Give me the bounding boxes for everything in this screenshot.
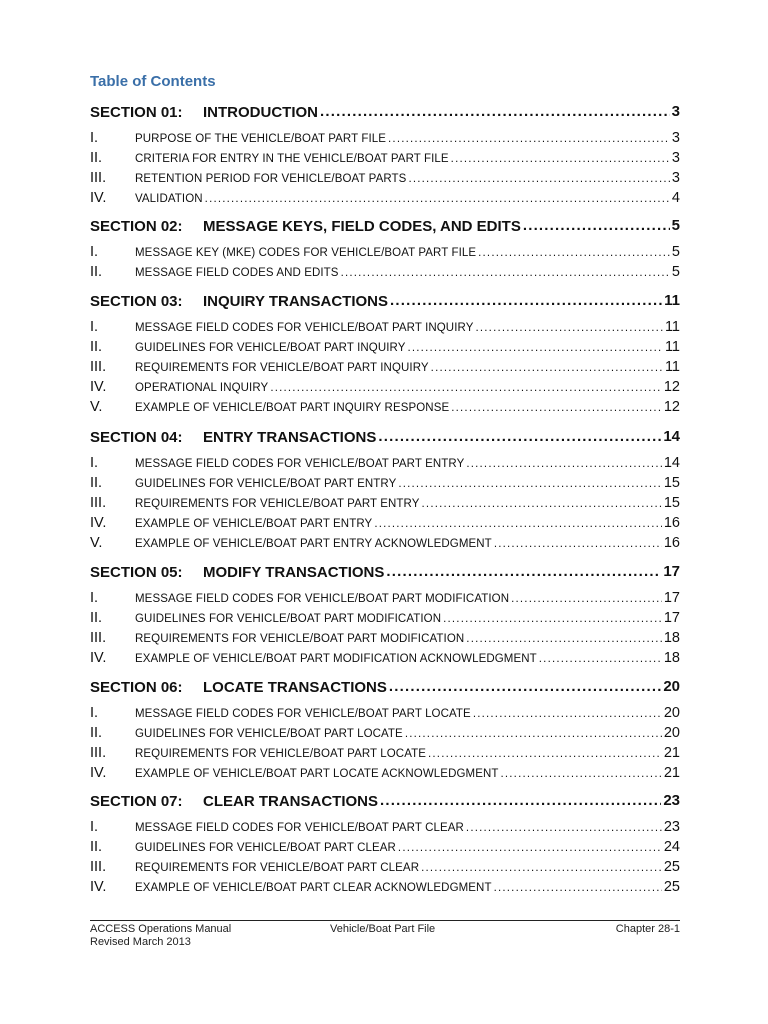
dot-leader xyxy=(388,131,670,147)
entry-title: GUIDELINES FOR VEHICLE/BOAT PART LOCATE xyxy=(135,728,403,740)
entry-page-number: 11 xyxy=(664,319,680,335)
entry-title: OPERATIONAL INQUIRY xyxy=(135,382,269,394)
toc-entry[interactable] xyxy=(90,534,680,552)
entry-page-number: 21 xyxy=(663,745,680,761)
entry-number: I. xyxy=(90,705,99,721)
entry-page-number: 25 xyxy=(663,859,680,875)
entry-number: III. xyxy=(90,630,107,646)
toc-entry[interactable] xyxy=(90,838,680,856)
entry-title: GUIDELINES FOR VEHICLE/BOAT PART MODIFICATION xyxy=(135,613,442,625)
entry-number: IV. xyxy=(90,379,107,395)
entry-page-number: 24 xyxy=(663,839,680,855)
footer-manual-name: ACCESS Operations Manual xyxy=(90,923,232,935)
entry-number: II. xyxy=(90,839,103,855)
entry-page-number: 17 xyxy=(663,590,680,606)
entry-title: REQUIREMENTS FOR VEHICLE/BOAT PART MODIFICATION xyxy=(135,633,465,645)
entry-number: III. xyxy=(90,495,107,511)
section-heading[interactable] xyxy=(90,676,680,696)
entry-page-number: 5 xyxy=(671,244,680,260)
dot-leader xyxy=(374,516,662,532)
section-page-number: 11 xyxy=(664,292,680,309)
entry-title: GUIDELINES FOR VEHICLE/BOAT PART INQUIRY xyxy=(135,342,406,354)
entry-title: GUIDELINES FOR VEHICLE/BOAT PART ENTRY xyxy=(135,478,397,490)
section-label: SECTION 02: xyxy=(90,218,183,235)
toc-entry[interactable] xyxy=(90,764,680,782)
dot-leader xyxy=(398,476,662,492)
entry-title: MESSAGE FIELD CODES FOR VEHICLE/BOAT PART MODIFICATION xyxy=(135,593,510,605)
entry-number: V. xyxy=(90,535,103,551)
toc-entry[interactable] xyxy=(90,454,680,472)
section-title: INTRODUCTION xyxy=(203,104,318,121)
section-title: LOCATE TRANSACTIONS xyxy=(203,679,387,696)
dot-leader xyxy=(205,191,670,207)
dot-leader xyxy=(407,340,662,356)
section-title: INQUIRY TRANSACTIONS xyxy=(203,293,389,310)
dot-leader xyxy=(405,726,662,742)
entry-page-number: 5 xyxy=(671,264,680,280)
toc-entry[interactable] xyxy=(90,858,680,876)
toc-entry[interactable] xyxy=(90,263,680,281)
entry-number: III. xyxy=(90,170,107,186)
entry-number: I. xyxy=(90,130,99,146)
section-label: SECTION 06: xyxy=(90,679,183,696)
dot-leader xyxy=(443,611,662,627)
dot-leader xyxy=(320,103,670,121)
entry-number: I. xyxy=(90,819,99,835)
entry-title: REQUIREMENTS FOR VEHICLE/BOAT PART LOCATE xyxy=(135,748,427,760)
toc-entry[interactable] xyxy=(90,818,680,836)
dot-leader xyxy=(451,400,662,416)
entry-title: EXAMPLE OF VEHICLE/BOAT PART INQUIRY RESPONSE xyxy=(135,402,450,414)
entry-number: IV. xyxy=(90,765,107,781)
section-label: SECTION 04: xyxy=(90,429,183,446)
footer-left xyxy=(90,923,231,948)
entry-page-number: 21 xyxy=(663,765,680,781)
section-label: SECTION 01: xyxy=(90,104,183,121)
dot-leader xyxy=(378,428,661,446)
section-heading[interactable] xyxy=(90,215,680,235)
section-label: SECTION 07: xyxy=(90,793,183,810)
dot-leader xyxy=(475,320,662,336)
entry-page-number: 11 xyxy=(664,339,680,355)
dot-leader xyxy=(466,456,662,472)
entry-title: GUIDELINES FOR VEHICLE/BOAT PART CLEAR xyxy=(135,842,396,854)
entry-title: MESSAGE FIELD CODES AND EDITS xyxy=(135,267,339,279)
entry-page-number: 11 xyxy=(664,359,680,375)
dot-leader xyxy=(466,631,662,647)
entry-number: III. xyxy=(90,859,107,875)
entry-number: I. xyxy=(90,244,99,260)
entry-number: III. xyxy=(90,359,107,375)
dot-leader xyxy=(473,706,662,722)
entry-number: II. xyxy=(90,475,103,491)
entry-title: EXAMPLE OF VEHICLE/BOAT PART MODIFICATION ACKNOWLEDGMENT xyxy=(135,653,537,665)
toc-entry[interactable] xyxy=(90,589,680,607)
toc-title: Table of Contents xyxy=(90,73,216,90)
entry-title: EXAMPLE OF VEHICLE/BOAT PART ENTRY xyxy=(135,518,373,530)
section-page-number: 20 xyxy=(663,678,680,695)
section-page-number: 5 xyxy=(671,217,680,234)
dot-leader xyxy=(270,380,662,396)
dot-leader xyxy=(523,217,670,235)
dot-leader xyxy=(539,651,662,667)
dot-leader xyxy=(511,591,662,607)
section-title: MODIFY TRANSACTIONS xyxy=(203,564,385,581)
entry-title: REQUIREMENTS FOR VEHICLE/BOAT PART CLEAR xyxy=(135,862,420,874)
dot-leader xyxy=(494,880,662,896)
toc-entry[interactable] xyxy=(90,169,680,187)
toc-entry[interactable] xyxy=(90,649,680,667)
entry-page-number: 18 xyxy=(663,630,680,646)
dot-leader xyxy=(380,792,661,810)
entry-page-number: 16 xyxy=(663,535,680,551)
entry-number: IV. xyxy=(90,650,107,666)
entry-page-number: 23 xyxy=(663,819,680,835)
entry-number: I. xyxy=(90,319,99,335)
toc-entry[interactable] xyxy=(90,398,680,416)
section-page-number: 14 xyxy=(663,428,680,445)
entry-number: I. xyxy=(90,590,99,606)
footer-divider xyxy=(90,920,680,921)
toc-entry[interactable] xyxy=(90,704,680,722)
dot-leader xyxy=(451,151,670,167)
entry-page-number: 12 xyxy=(663,379,680,395)
dot-leader xyxy=(428,746,662,762)
section-label: SECTION 03: xyxy=(90,293,183,310)
toc-entry[interactable] xyxy=(90,318,680,336)
footer-chapter: Chapter 28-1 xyxy=(615,923,680,935)
entry-number: IV. xyxy=(90,190,107,206)
toc-entry[interactable] xyxy=(90,514,680,532)
entry-number: II. xyxy=(90,339,103,355)
entry-title: MESSAGE FIELD CODES FOR VEHICLE/BOAT PART INQUIRY xyxy=(135,322,474,334)
toc-entry[interactable] xyxy=(90,629,680,647)
toc-entry[interactable] xyxy=(90,724,680,742)
dot-leader xyxy=(422,496,662,512)
section-title: CLEAR TRANSACTIONS xyxy=(203,793,378,810)
footer-revision-date: Revised March 2013 xyxy=(90,935,191,948)
entry-number: IV. xyxy=(90,879,107,895)
entry-title: VALIDATION xyxy=(135,193,203,205)
section-title: ENTRY TRANSACTIONS xyxy=(203,429,377,446)
entry-title: RETENTION PERIOD FOR VEHICLE/BOAT PARTS xyxy=(135,173,407,185)
entry-page-number: 25 xyxy=(663,879,680,895)
entry-number: IV. xyxy=(90,515,107,531)
entry-number: I. xyxy=(90,455,99,471)
dot-leader xyxy=(390,292,662,310)
entry-page-number: 12 xyxy=(663,399,680,415)
toc-entry[interactable] xyxy=(90,878,680,896)
dot-leader xyxy=(478,245,670,261)
toc-entry[interactable] xyxy=(90,378,680,396)
entry-number: II. xyxy=(90,264,103,280)
entry-title: MESSAGE FIELD CODES FOR VEHICLE/BOAT PART LOCATE xyxy=(135,708,471,720)
entry-page-number: 4 xyxy=(671,190,680,206)
toc-entry[interactable] xyxy=(90,243,680,261)
entry-title: EXAMPLE OF VEHICLE/BOAT PART CLEAR ACKNOWLEDGMENT xyxy=(135,882,492,894)
section-heading[interactable] xyxy=(90,101,680,121)
dot-leader xyxy=(431,360,663,376)
entry-number: V. xyxy=(90,399,103,415)
toc-entry[interactable] xyxy=(90,474,680,492)
entry-page-number: 18 xyxy=(663,650,680,666)
entry-page-number: 20 xyxy=(663,725,680,741)
entry-title: PURPOSE OF THE VEHICLE/BOAT PART FILE xyxy=(135,133,387,145)
dot-leader xyxy=(494,536,662,552)
section-page-number: 23 xyxy=(663,792,680,809)
entry-number: II. xyxy=(90,150,103,166)
entry-number: II. xyxy=(90,725,103,741)
entry-title: EXAMPLE OF VEHICLE/BOAT PART ENTRY ACKNOWLEDGMENT xyxy=(135,538,492,550)
dot-leader xyxy=(341,265,670,281)
entry-title: EXAMPLE OF VEHICLE/BOAT PART LOCATE ACKNOWLEDGMENT xyxy=(135,768,499,780)
entry-page-number: 3 xyxy=(671,130,680,146)
toc-entry[interactable] xyxy=(90,494,680,512)
entry-title: MESSAGE FIELD CODES FOR VEHICLE/BOAT PART CLEAR xyxy=(135,822,464,834)
section-heading[interactable] xyxy=(90,790,680,810)
entry-title: REQUIREMENTS FOR VEHICLE/BOAT PART ENTRY xyxy=(135,498,420,510)
entry-page-number: 3 xyxy=(671,150,680,166)
entry-title: MESSAGE KEY (MKE) CODES FOR VEHICLE/BOAT PART FILE xyxy=(135,247,477,259)
entry-page-number: 20 xyxy=(663,705,680,721)
dot-leader xyxy=(466,820,662,836)
entry-title: MESSAGE FIELD CODES FOR VEHICLE/BOAT PART ENTRY xyxy=(135,458,465,470)
section-heading[interactable] xyxy=(90,561,680,581)
entry-number: III. xyxy=(90,745,107,761)
dot-leader xyxy=(408,171,669,187)
entry-title: REQUIREMENTS FOR VEHICLE/BOAT PART INQUIRY xyxy=(135,362,429,374)
section-page-number: 17 xyxy=(663,563,680,580)
dot-leader xyxy=(398,840,662,856)
entry-title: CRITERIA FOR ENTRY IN THE VEHICLE/BOAT PART FILE xyxy=(135,153,449,165)
entry-page-number: 14 xyxy=(663,455,680,471)
section-heading[interactable] xyxy=(90,290,680,310)
dot-leader xyxy=(501,766,662,782)
entry-page-number: 15 xyxy=(663,475,680,491)
dot-leader xyxy=(421,860,662,876)
section-title: MESSAGE KEYS, FIELD CODES, AND EDITS xyxy=(203,218,521,235)
footer-file-name: Vehicle/Boat Part File xyxy=(330,923,436,935)
entry-page-number: 16 xyxy=(663,515,680,531)
toc-entry[interactable] xyxy=(90,189,680,207)
entry-page-number: 17 xyxy=(663,610,680,626)
toc-entry[interactable] xyxy=(90,338,680,356)
toc-entry[interactable] xyxy=(90,744,680,762)
toc-entry[interactable] xyxy=(90,149,680,167)
entry-number: II. xyxy=(90,610,103,626)
toc-entry[interactable] xyxy=(90,358,680,376)
section-page-number: 3 xyxy=(671,103,680,120)
dot-leader xyxy=(389,678,661,696)
section-label: SECTION 05: xyxy=(90,564,183,581)
section-heading[interactable] xyxy=(90,426,680,446)
dot-leader xyxy=(386,563,661,581)
toc-entry[interactable] xyxy=(90,129,680,147)
toc-entry[interactable] xyxy=(90,609,680,627)
entry-page-number: 3 xyxy=(671,170,680,186)
entry-page-number: 15 xyxy=(663,495,680,511)
